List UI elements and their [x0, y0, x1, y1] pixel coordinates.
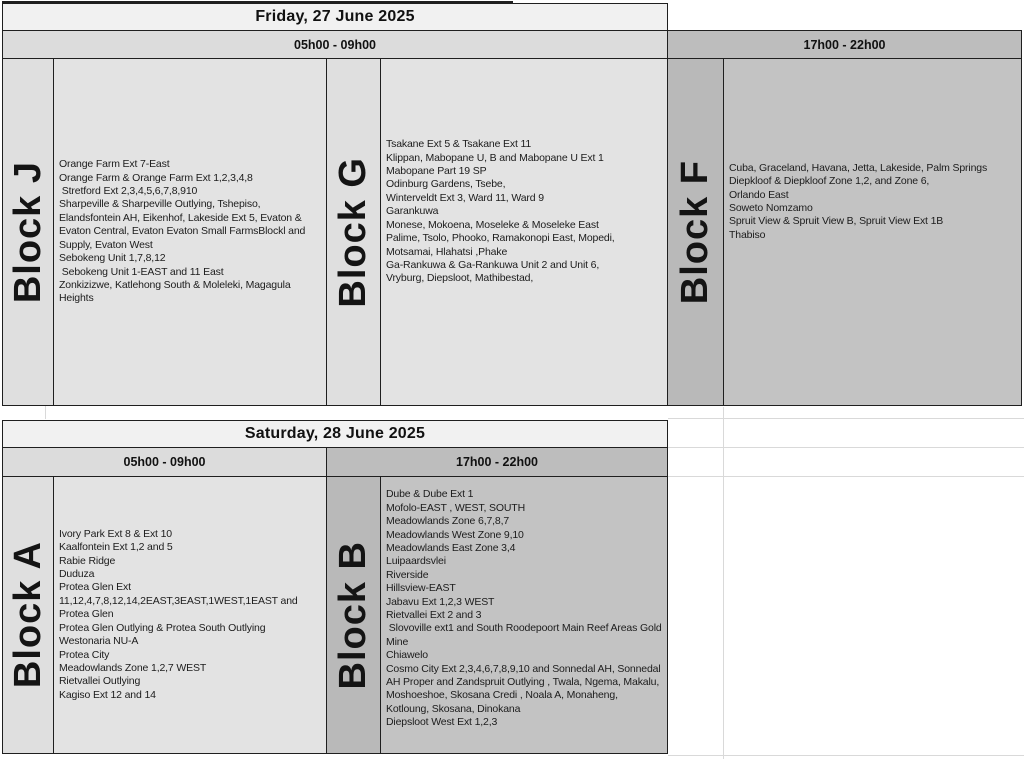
- block-b-name: Block B: [332, 540, 374, 690]
- friday-time-slot-morning: 05h00 - 09h00: [2, 30, 668, 59]
- block-f-label: [667, 58, 724, 406]
- block-j-areas: [53, 58, 327, 406]
- block-g-area-list: Tsakane Ext 5 & Tsakane Ext 11 Klippan, Mabopane U, B and Mabopane U Ext 1 Mabopane Part 19 SP Odinburg Gardens, Tsebe, Winterveldt Ext 3, Ward 11, Ward 9 Garankuwa Monese, Mokoena, Moseleke & Moseleke East Palime, Tsolo, Phooko, Ramakonopi East, Mopedi, Motsamai, Hlahatsi ,Phake Ga-Rankuwa & Ga-Rankuwa Unit 2 and Unit 6, Vryburg, Diepsloot, Mathibestad,: [386, 138, 618, 285]
- block-a-label: [2, 476, 54, 754]
- block-j-area-list: Orange Farm Ext 7-East Orange Farm & Orange Farm Ext 1,2,3,4,8 Stretford Ext 2,3,4,5,6,7,8,910 Sharpeville & Sharpeville Outlying, Tshepiso, Elandsfontein AH, Eikenhof, Lakeside Ext 5, Evaton & Evaton Central, Evaton Evaton Small FarmsBlockl and Supply, Evaton West Sebokeng Unit 1,7,8,12 Sebokeng Unit 1-EAST and 11 East Zonkizizwe, Katlehong South & Moleleki, Magagula Heights: [59, 158, 308, 305]
- gridline-vertical: [723, 407, 724, 759]
- gridline-horizontal: [668, 755, 1024, 756]
- block-f-area-list: Cuba, Graceland, Havana, Jetta, Lakeside, Palm Springs Diepkloof & Diepkloof Zone 1,2, and Zone 6, Orlando East Soweto Nomzamo Spruit View & Spruit View B, Spruit View Ext 1B Thabiso: [729, 161, 988, 241]
- block-g-name: Block G: [332, 156, 374, 308]
- date-header-saturday: Saturday, 28 June 2025: [2, 420, 668, 448]
- block-a-areas: [53, 476, 327, 754]
- gridline-horizontal: [668, 418, 1024, 419]
- date-header-friday: Friday, 27 June 2025: [2, 3, 668, 31]
- gridline-horizontal: [668, 476, 1024, 477]
- block-f-areas: [723, 58, 1022, 406]
- saturday-time-slot-evening: 17h00 - 22h00: [326, 447, 668, 477]
- saturday-time-slot-morning: 05h00 - 09h00: [2, 447, 327, 477]
- block-f-name: Block F: [674, 159, 716, 305]
- block-g-areas: [380, 58, 668, 406]
- friday-time-slot-evening: 17h00 - 22h00: [667, 30, 1022, 59]
- block-g-label: [326, 58, 381, 406]
- gridline-vertical: [45, 406, 46, 419]
- gridline-horizontal: [668, 447, 1024, 448]
- block-j-name: Block J: [6, 160, 49, 304]
- block-j-label: [2, 58, 54, 406]
- block-b-area-list: Dube & Dube Ext 1 Mofolo-EAST , WEST, SOUTH Meadowlands Zone 6,7,8,7 Meadowlands West Zone 9,10 Meadowlands East Zone 3,4 Luipaardsvlei Riverside Hillsview-EAST Jabavu Ext 1,2,3 WEST Rietvallei Ext 2 and 3 Slovoville ext1 and South Roodepoort Main Reef Areas Gold Mine Chiawelo Cosmo City Ext 2,3,4,6,7,8,9,10 and Sonnedal AH, Sonnedal AH Proper and Zandspruit Outlying , Twala, Ngema, Makalu, Moshoeshoe, Skosana Credi , Noala A, Monaheng, Kotloung, Skosana, Dinokana Diepsloot West Ext 1,2,3: [386, 488, 665, 729]
- block-a-area-list: Ivory Park Ext 8 & Ext 10 Kaalfontein Ext 1,2 and 5 Rabie Ridge Duduza Protea Glen Ext 11,12,4,7,8,12,14,2EAST,3EAST,1WEST,1EAST and Protea Glen Protea Glen Outlying & Protea South Outlying Westonaria NU-A Protea City Meadowlands Zone 1,2,7 WEST Rietvallei Outlying Kagiso Ext 12 and 14: [59, 527, 301, 701]
- block-a-name: Block A: [6, 541, 49, 689]
- block-b-areas: [380, 476, 668, 754]
- block-b-label: [326, 476, 381, 754]
